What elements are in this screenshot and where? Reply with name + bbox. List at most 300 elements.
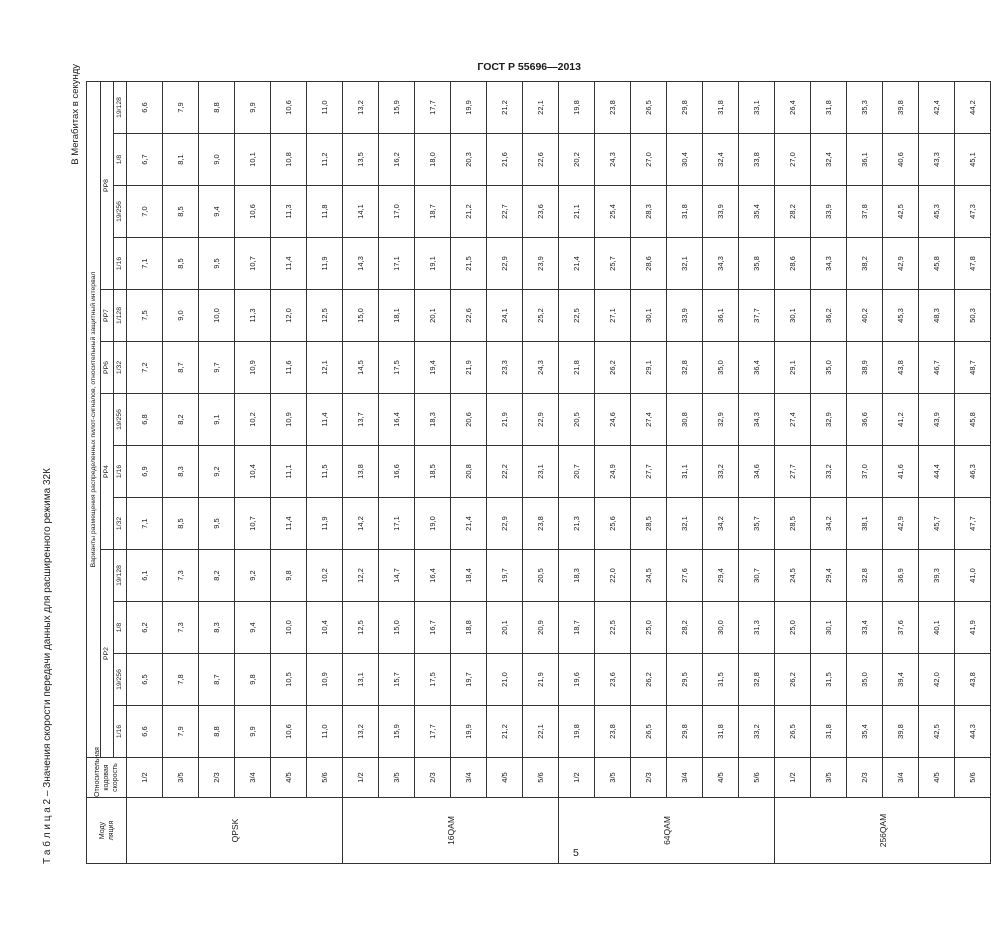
- rate-value-cell: 32,4: [811, 134, 847, 186]
- code-rate-cell: 4/5: [703, 758, 739, 798]
- rate-value-cell: 7,2: [127, 342, 163, 394]
- pattern-header: РР2: [101, 550, 114, 758]
- rate-value-cell: 36,2: [811, 290, 847, 342]
- rate-value-cell: 24,3: [595, 134, 631, 186]
- rate-value-cell: 35,4: [847, 706, 883, 758]
- code-rate-cell: 4/5: [487, 758, 523, 798]
- rate-value-cell: 33,2: [703, 446, 739, 498]
- rate-value-cell: 41,2: [883, 394, 919, 446]
- rate-value-cell: 42,9: [883, 498, 919, 550]
- table-row: [955, 82, 991, 864]
- rate-value-cell: 9,9: [235, 706, 271, 758]
- rate-value-cell: 35,3: [847, 82, 883, 134]
- rate-value-cell: 38,1: [847, 498, 883, 550]
- interval-header: 1/32: [114, 498, 127, 550]
- code-rate-cell: 3/4: [235, 758, 271, 798]
- rate-value-cell: 31,8: [667, 186, 703, 238]
- rate-value-cell: 9,8: [235, 654, 271, 706]
- rate-value-cell: 26,2: [775, 654, 811, 706]
- rate-value-cell: 47,8: [955, 238, 991, 290]
- rate-value-cell: 31,8: [703, 706, 739, 758]
- rate-value-cell: 15,9: [379, 82, 415, 134]
- rate-value-cell: 27,6: [667, 550, 703, 602]
- interval-header: 1/8: [114, 134, 127, 186]
- code-rate-cell: 5/6: [307, 758, 343, 798]
- code-rate-cell: 1/2: [127, 758, 163, 798]
- code-rate-cell: 4/5: [271, 758, 307, 798]
- rate-value-cell: 26,2: [631, 654, 667, 706]
- rate-value-cell: 10,0: [271, 602, 307, 654]
- rate-value-cell: 31,3: [739, 602, 775, 654]
- rate-value-cell: 28,3: [631, 186, 667, 238]
- rate-value-cell: 22,9: [523, 394, 559, 446]
- rate-value-cell: 22,9: [487, 498, 523, 550]
- code-rate-cell: 2/3: [631, 758, 667, 798]
- rate-value-cell: 21,9: [487, 394, 523, 446]
- rate-value-cell: 18,4: [451, 550, 487, 602]
- rate-value-cell: 9,0: [199, 134, 235, 186]
- rate-value-cell: 14,5: [343, 342, 379, 394]
- table-row: [559, 82, 595, 864]
- rate-value-cell: 24,9: [595, 446, 631, 498]
- rate-value-cell: 25,7: [595, 238, 631, 290]
- rate-value-cell: 17,5: [379, 342, 415, 394]
- rate-value-cell: 10,4: [307, 602, 343, 654]
- table-row: [595, 82, 631, 864]
- interval-header: 1/8: [114, 602, 127, 654]
- rate-value-cell: 20,3: [451, 134, 487, 186]
- rate-value-cell: 33,9: [667, 290, 703, 342]
- rate-value-cell: 43,8: [955, 654, 991, 706]
- rate-value-cell: 21,4: [559, 238, 595, 290]
- rate-value-cell: 11,4: [271, 238, 307, 290]
- rate-value-cell: 23,9: [523, 238, 559, 290]
- rate-value-cell: 29,1: [631, 342, 667, 394]
- rate-value-cell: 44,4: [919, 446, 955, 498]
- table-row: [811, 82, 847, 864]
- rate-value-cell: 20,7: [559, 446, 595, 498]
- code-rate-cell: 4/5: [919, 758, 955, 798]
- rate-value-cell: 20,2: [559, 134, 595, 186]
- code-rate-cell: 3/4: [883, 758, 919, 798]
- rate-value-cell: 19,1: [415, 238, 451, 290]
- rate-value-cell: 8,5: [163, 186, 199, 238]
- interval-header: 19/256: [114, 654, 127, 706]
- rate-value-cell: 21,9: [451, 342, 487, 394]
- rate-value-cell: 22,0: [595, 550, 631, 602]
- rate-value-cell: 19,8: [559, 706, 595, 758]
- rate-value-cell: 11,5: [307, 446, 343, 498]
- rate-value-cell: 43,3: [919, 134, 955, 186]
- rate-value-cell: 47,3: [955, 186, 991, 238]
- rate-value-cell: 40,6: [883, 134, 919, 186]
- rate-value-cell: 9,0: [163, 290, 199, 342]
- table-row: [235, 82, 271, 864]
- rate-value-cell: 31,5: [811, 654, 847, 706]
- rate-value-cell: 7,5: [127, 290, 163, 342]
- table-body: [127, 82, 991, 864]
- table-row: [271, 82, 307, 864]
- rate-value-cell: 23,8: [595, 706, 631, 758]
- rate-value-cell: 12,0: [271, 290, 307, 342]
- rate-value-cell: 36,1: [703, 290, 739, 342]
- rate-value-cell: 24,6: [595, 394, 631, 446]
- rate-value-cell: 35,8: [739, 238, 775, 290]
- rate-value-cell: 21,3: [559, 498, 595, 550]
- rate-value-cell: 17,0: [379, 186, 415, 238]
- table-caption: Т а б л и ц а 2 – Значения скорости передачи данных для расширенного режима 32К: [42, 468, 53, 864]
- rate-value-cell: 9,5: [199, 238, 235, 290]
- interval-header: 1/32: [114, 342, 127, 394]
- code-rate-cell: 1/2: [343, 758, 379, 798]
- rate-value-cell: 45,3: [883, 290, 919, 342]
- rate-value-cell: 24,5: [775, 550, 811, 602]
- rate-value-cell: 37,6: [883, 602, 919, 654]
- rate-value-cell: 15,0: [379, 602, 415, 654]
- rate-value-cell: 18,1: [379, 290, 415, 342]
- rate-value-cell: 22,9: [487, 238, 523, 290]
- pattern-header: РР6: [101, 342, 114, 394]
- rate-value-cell: 9,2: [235, 550, 271, 602]
- rate-value-cell: 25,0: [631, 602, 667, 654]
- table-row: [775, 82, 811, 864]
- rate-value-cell: 9,2: [199, 446, 235, 498]
- rate-value-cell: 10,9: [307, 654, 343, 706]
- rate-value-cell: 21,8: [559, 342, 595, 394]
- rate-value-cell: 39,4: [883, 654, 919, 706]
- rate-value-cell: 42,5: [883, 186, 919, 238]
- rate-value-cell: 31,8: [703, 82, 739, 134]
- rate-value-cell: 30,0: [703, 602, 739, 654]
- rate-value-cell: 6,1: [127, 550, 163, 602]
- rate-value-cell: 11,9: [307, 238, 343, 290]
- rate-value-cell: 42,5: [919, 706, 955, 758]
- rate-value-cell: 48,7: [955, 342, 991, 394]
- rate-value-cell: 20,5: [559, 394, 595, 446]
- rate-value-cell: 11,0: [307, 82, 343, 134]
- rate-value-cell: 29,5: [667, 654, 703, 706]
- rate-value-cell: 41,9: [955, 602, 991, 654]
- rate-value-cell: 8,5: [163, 238, 199, 290]
- rate-value-cell: 18,7: [559, 602, 595, 654]
- rate-value-cell: 18,8: [451, 602, 487, 654]
- rate-value-cell: 22,6: [451, 290, 487, 342]
- rate-value-cell: 10,9: [271, 394, 307, 446]
- rate-value-cell: 45,7: [919, 498, 955, 550]
- rate-value-cell: 11,3: [235, 290, 271, 342]
- rate-value-cell: 28,6: [631, 238, 667, 290]
- rate-value-cell: 10,7: [235, 238, 271, 290]
- interval-header: 19/256: [114, 186, 127, 238]
- rate-value-cell: 21,9: [523, 654, 559, 706]
- rate-value-cell: 9,9: [235, 82, 271, 134]
- rate-value-cell: 6,7: [127, 134, 163, 186]
- rate-value-cell: 7,9: [163, 706, 199, 758]
- code-rate-cell: 5/6: [523, 758, 559, 798]
- rate-value-cell: 9,8: [271, 550, 307, 602]
- rate-value-cell: 13,2: [343, 82, 379, 134]
- rate-value-cell: 15,7: [379, 654, 415, 706]
- rate-value-cell: 30,8: [667, 394, 703, 446]
- rate-value-cell: 32,4: [703, 134, 739, 186]
- rate-value-cell: 17,7: [415, 706, 451, 758]
- rate-value-cell: 23,8: [595, 82, 631, 134]
- rate-value-cell: 39,8: [883, 706, 919, 758]
- rate-value-cell: 25,6: [595, 498, 631, 550]
- rate-value-cell: 10,6: [235, 186, 271, 238]
- rate-value-cell: 13,5: [343, 134, 379, 186]
- rate-value-cell: 34,3: [739, 394, 775, 446]
- data-rate-table: [86, 81, 991, 864]
- rate-value-cell: 21,2: [487, 82, 523, 134]
- code-rate-cell: 3/4: [667, 758, 703, 798]
- rate-value-cell: 47,7: [955, 498, 991, 550]
- rate-value-cell: 10,6: [271, 82, 307, 134]
- rate-value-cell: 6,5: [127, 654, 163, 706]
- rate-value-cell: 16,2: [379, 134, 415, 186]
- rate-value-cell: 37,7: [739, 290, 775, 342]
- rate-value-cell: 16,4: [415, 550, 451, 602]
- rate-value-cell: 23,6: [523, 186, 559, 238]
- rate-value-cell: 20,5: [523, 550, 559, 602]
- rate-value-cell: 11,6: [271, 342, 307, 394]
- rate-value-cell: 23,3: [487, 342, 523, 394]
- table-row: [847, 82, 883, 864]
- rate-value-cell: 33,9: [811, 186, 847, 238]
- rate-value-cell: 32,9: [811, 394, 847, 446]
- rate-value-cell: 26,5: [775, 706, 811, 758]
- table-row: [667, 82, 703, 864]
- rate-value-cell: 28,5: [775, 498, 811, 550]
- rate-value-cell: 31,8: [811, 706, 847, 758]
- rate-value-cell: 33,2: [739, 706, 775, 758]
- rate-value-cell: 28,2: [775, 186, 811, 238]
- rate-value-cell: 8,1: [163, 134, 199, 186]
- rate-value-cell: 8,8: [199, 706, 235, 758]
- rate-value-cell: 12,5: [343, 602, 379, 654]
- code-rate-header: Относительная кодовая скорость: [87, 758, 127, 798]
- rate-value-cell: 34,3: [703, 238, 739, 290]
- table-row: [307, 82, 343, 864]
- rate-value-cell: 20,9: [523, 602, 559, 654]
- document-header: ГОСТ Р 55696—2013: [477, 61, 581, 73]
- rate-value-cell: 35,4: [739, 186, 775, 238]
- rate-value-cell: 9,1: [199, 394, 235, 446]
- interval-header: 1/16: [114, 238, 127, 290]
- table-row: [523, 82, 559, 864]
- rate-value-cell: 36,9: [883, 550, 919, 602]
- rate-value-cell: 11,2: [307, 134, 343, 186]
- rate-value-cell: 10,4: [235, 446, 271, 498]
- rate-value-cell: 7,9: [163, 82, 199, 134]
- rate-value-cell: 41,0: [955, 550, 991, 602]
- table-row: [883, 82, 919, 864]
- rate-value-cell: 21,6: [487, 134, 523, 186]
- table-row: [703, 82, 739, 864]
- rate-value-cell: 32,1: [667, 238, 703, 290]
- rate-value-cell: 22,5: [595, 602, 631, 654]
- rate-value-cell: 22,2: [487, 446, 523, 498]
- rate-value-cell: 18,5: [415, 446, 451, 498]
- rate-value-cell: 10,8: [271, 134, 307, 186]
- pattern-header: РР7: [101, 290, 114, 342]
- rate-value-cell: 10,2: [235, 394, 271, 446]
- units-label: В Мегабитах в секунду: [70, 64, 81, 165]
- rate-value-cell: 26,4: [775, 82, 811, 134]
- rate-value-cell: 15,9: [379, 706, 415, 758]
- rate-value-cell: 45,8: [955, 394, 991, 446]
- pattern-header: РР8: [101, 82, 114, 290]
- rate-value-cell: 34,2: [703, 498, 739, 550]
- rate-value-cell: 40,1: [919, 602, 955, 654]
- rate-value-cell: 29,4: [703, 550, 739, 602]
- interval-header-row: [114, 82, 127, 864]
- rate-value-cell: 17,5: [415, 654, 451, 706]
- table-row: [487, 82, 523, 864]
- rate-value-cell: 35,0: [703, 342, 739, 394]
- rate-value-cell: 7,1: [127, 238, 163, 290]
- rate-value-cell: 32,8: [667, 342, 703, 394]
- interval-header: 19/256: [114, 394, 127, 446]
- rate-value-cell: 35,0: [811, 342, 847, 394]
- rate-value-cell: 11,8: [307, 186, 343, 238]
- rate-value-cell: 24,5: [631, 550, 667, 602]
- code-rate-cell: 3/5: [379, 758, 415, 798]
- rate-value-cell: 26,5: [631, 82, 667, 134]
- table-row: [415, 82, 451, 864]
- interval-header: 19/128: [114, 82, 127, 134]
- modulation-header-text: Моду ляция: [98, 820, 115, 841]
- code-rate-cell: 3/5: [595, 758, 631, 798]
- rate-value-cell: 43,8: [883, 342, 919, 394]
- table-row: [127, 82, 163, 864]
- rate-value-cell: 25,4: [595, 186, 631, 238]
- rate-value-cell: 6,6: [127, 706, 163, 758]
- modulation-cell: QPSK: [127, 798, 343, 864]
- rate-value-cell: 11,4: [271, 498, 307, 550]
- code-rate-cell: 5/6: [955, 758, 991, 798]
- rate-value-cell: 36,4: [739, 342, 775, 394]
- modulation-cell: 256QAM: [775, 798, 991, 864]
- rate-value-cell: 40,2: [847, 290, 883, 342]
- rate-value-cell: 43,9: [919, 394, 955, 446]
- rate-value-cell: 31,1: [667, 446, 703, 498]
- rate-value-cell: 19,9: [451, 706, 487, 758]
- table-row: [343, 82, 379, 864]
- rate-value-cell: 32,8: [847, 550, 883, 602]
- rate-value-cell: 33,1: [739, 82, 775, 134]
- rate-value-cell: 28,6: [775, 238, 811, 290]
- rate-value-cell: 27,0: [775, 134, 811, 186]
- rate-value-cell: 32,9: [703, 394, 739, 446]
- rate-value-cell: 8,7: [199, 654, 235, 706]
- rate-value-cell: 14,7: [379, 550, 415, 602]
- rate-value-cell: 19,9: [451, 82, 487, 134]
- rate-value-cell: 38,2: [847, 238, 883, 290]
- rate-value-cell: 21,5: [451, 238, 487, 290]
- rate-value-cell: 29,8: [667, 706, 703, 758]
- rate-value-cell: 12,2: [343, 550, 379, 602]
- rate-value-cell: 14,3: [343, 238, 379, 290]
- rate-value-cell: 9,5: [199, 498, 235, 550]
- rate-value-cell: 23,8: [523, 498, 559, 550]
- rate-value-cell: 28,2: [667, 602, 703, 654]
- rate-value-cell: 18,0: [415, 134, 451, 186]
- rate-value-cell: 24,1: [487, 290, 523, 342]
- rate-value-cell: 27,7: [775, 446, 811, 498]
- rate-value-cell: 37,8: [847, 186, 883, 238]
- rate-value-cell: 21,1: [559, 186, 595, 238]
- interval-header: 1/16: [114, 706, 127, 758]
- rate-value-cell: 9,7: [199, 342, 235, 394]
- rate-value-cell: 22,7: [487, 186, 523, 238]
- rate-value-cell: 28,5: [631, 498, 667, 550]
- rate-value-cell: 13,8: [343, 446, 379, 498]
- rate-value-cell: 9,4: [235, 602, 271, 654]
- code-rate-cell: 1/2: [559, 758, 595, 798]
- rate-value-cell: 8,2: [163, 394, 199, 446]
- rate-value-cell: 19,8: [559, 82, 595, 134]
- rate-value-cell: 26,5: [631, 706, 667, 758]
- rate-value-cell: 17,7: [415, 82, 451, 134]
- rate-value-cell: 6,2: [127, 602, 163, 654]
- modulation-cell: 64QAM: [559, 798, 775, 864]
- rate-value-cell: 27,1: [595, 290, 631, 342]
- rate-value-cell: 8,2: [199, 550, 235, 602]
- rate-value-cell: 11,3: [271, 186, 307, 238]
- rate-value-cell: 41,6: [883, 446, 919, 498]
- rate-value-cell: 16,7: [415, 602, 451, 654]
- rate-value-cell: 13,2: [343, 706, 379, 758]
- rate-value-cell: 12,5: [307, 290, 343, 342]
- rate-value-cell: 10,9: [235, 342, 271, 394]
- rate-value-cell: 42,9: [883, 238, 919, 290]
- rate-value-cell: 24,3: [523, 342, 559, 394]
- rate-value-cell: 32,1: [667, 498, 703, 550]
- rate-value-cell: 35,7: [739, 498, 775, 550]
- rate-value-cell: 19,7: [451, 654, 487, 706]
- rate-value-cell: 7,3: [163, 550, 199, 602]
- rate-value-cell: 33,2: [811, 446, 847, 498]
- rate-value-cell: 12,1: [307, 342, 343, 394]
- rate-value-cell: 8,3: [163, 446, 199, 498]
- rate-value-cell: 8,5: [163, 498, 199, 550]
- rate-value-cell: 7,3: [163, 602, 199, 654]
- rate-value-cell: 17,1: [379, 498, 415, 550]
- rate-value-cell: 48,3: [919, 290, 955, 342]
- rate-value-cell: 46,7: [919, 342, 955, 394]
- rate-value-cell: 21,4: [451, 498, 487, 550]
- rate-value-cell: 10,7: [235, 498, 271, 550]
- rate-value-cell: 19,7: [487, 550, 523, 602]
- rate-value-cell: 21,2: [487, 706, 523, 758]
- code-rate-cell: 3/5: [811, 758, 847, 798]
- rate-value-cell: 36,6: [847, 394, 883, 446]
- rate-value-cell: 18,3: [559, 550, 595, 602]
- rate-value-cell: 21,2: [451, 186, 487, 238]
- interval-header: 1/128: [114, 290, 127, 342]
- rate-value-cell: 8,8: [199, 82, 235, 134]
- table-row: [739, 82, 775, 864]
- table-row: [919, 82, 955, 864]
- rate-value-cell: 19,0: [415, 498, 451, 550]
- rate-value-cell: 44,3: [955, 706, 991, 758]
- rate-value-cell: 34,6: [739, 446, 775, 498]
- rate-value-cell: 22,6: [523, 134, 559, 186]
- rate-value-cell: 29,8: [667, 82, 703, 134]
- rate-value-cell: 23,6: [595, 654, 631, 706]
- rate-value-cell: 15,0: [343, 290, 379, 342]
